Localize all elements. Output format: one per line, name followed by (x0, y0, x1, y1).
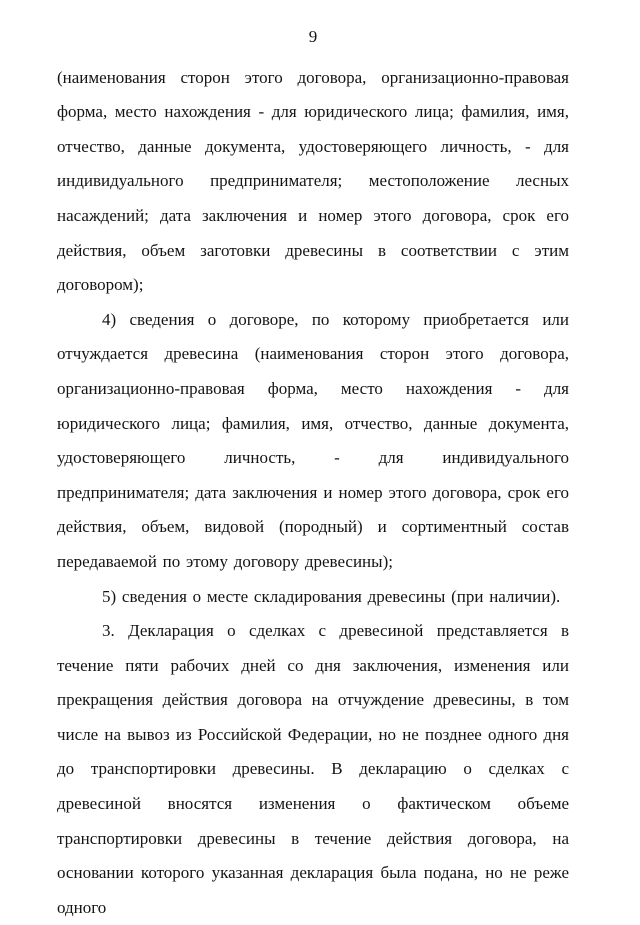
page-number: 9 (308, 27, 318, 46)
paragraph-clause-3: 3. Декларация о сделках с древесиной представляется в течение пяти рабочих дней со дня заключения, изменения или прекращения действия договора на отчуждение древесины, в том числе на вывоз из Российской Федерации, но не позднее одного дня до транспортировки древесины. В декларацию о сделках с древесиной вносятся изменения о фактическом объеме транспортировки древесины в течение действия договора, на основании которого указанная декларация была подана, но не реже одного (57, 621, 569, 917)
paragraph-item-5: 5) сведения о месте складирования древесины (при наличии). (102, 586, 561, 606)
paragraph-item-4: 4) сведения о договоре, по которому приобретается или отчуждается древесина (наименования сторон этого договора, организационно-правовая форма, место нахождения - для юридического лица; фамилия, имя, отчество, данные документа, удостоверяющего личность, - для индивидуального предпринимателя; дата заключения и номер этого договора, срок его действия, объем, видовой (породный) и сортиментный состав передаваемой по этому договору древесины); (57, 309, 569, 571)
paragraph-continuation: (наименования сторон этого договора, организационно-правовая форма, место нахождения - для юридического лица; фамилия, имя, отчество, данные документа, удостоверяющего личность, - для индивидуального предпринимателя; местоположение лесных насаждений; дата заключения и номер этого договора, срок его действия, объем заготовки древесины в соответствии с этим договором); (57, 67, 569, 295)
document-body (57, 61, 569, 925)
